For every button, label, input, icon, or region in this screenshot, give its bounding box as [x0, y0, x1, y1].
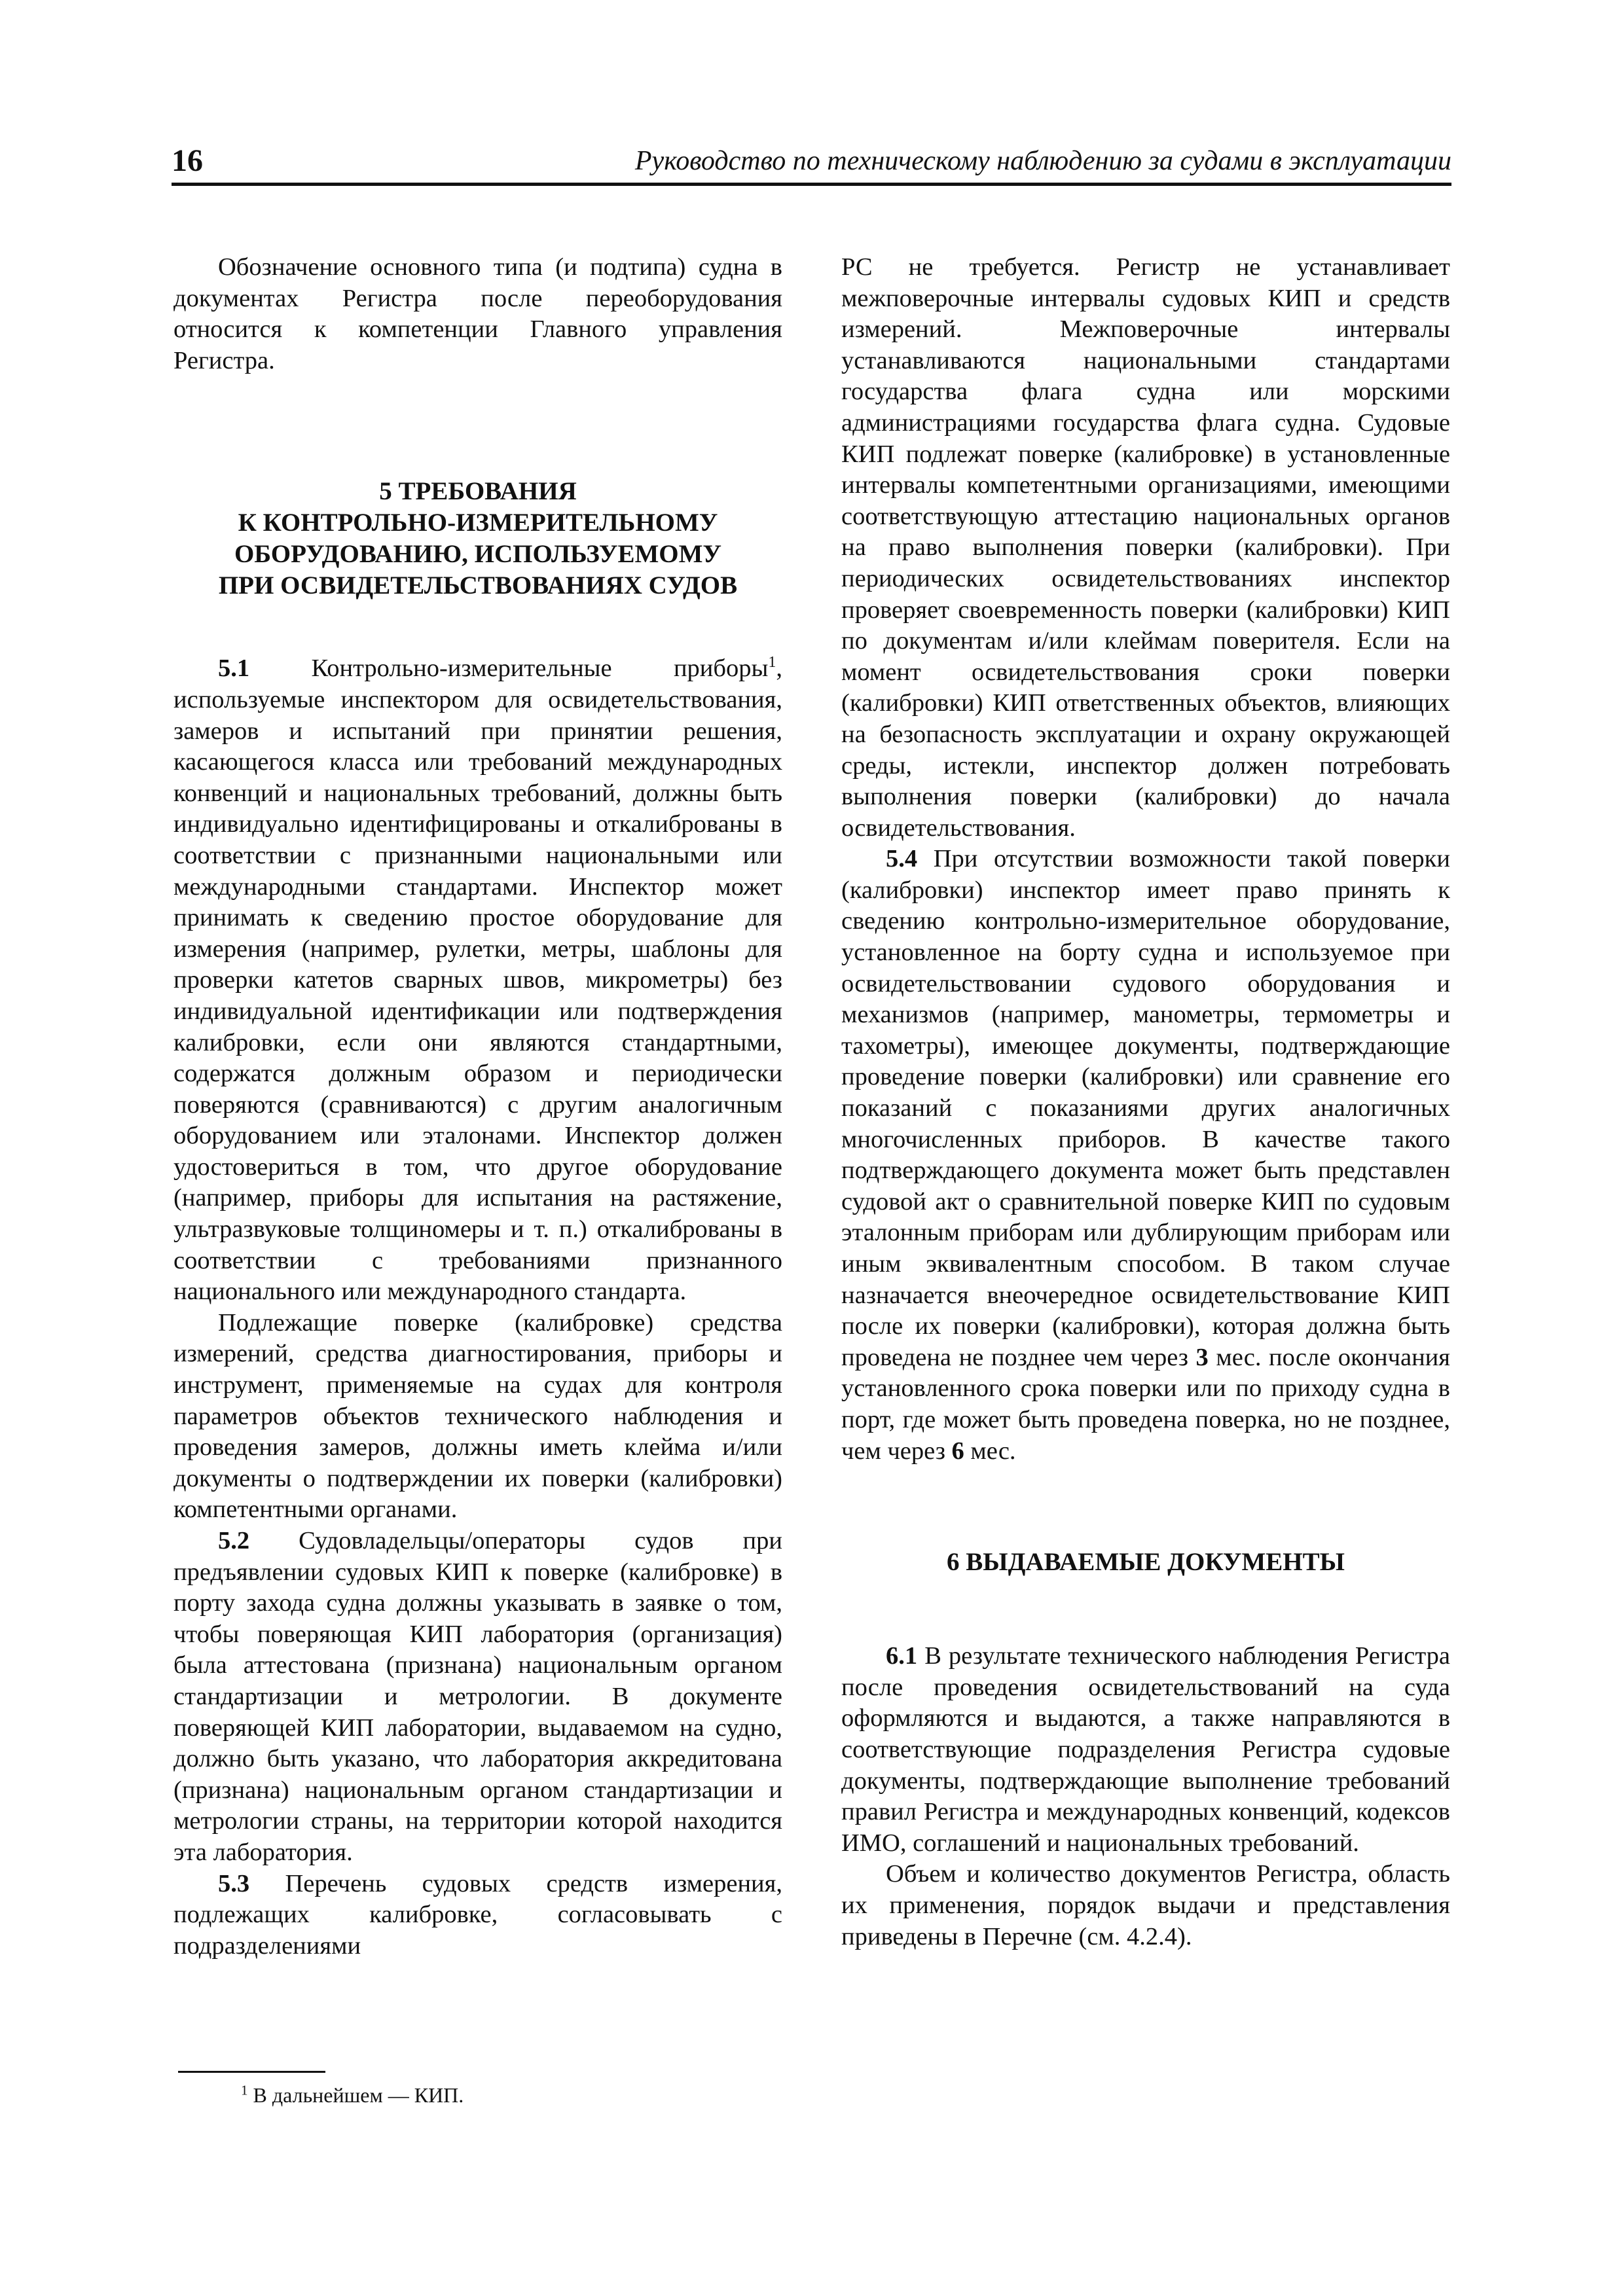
- paragraph-5-4: [841, 844, 1450, 1467]
- section-5-title-line: 5 ТРЕБОВАНИЯ: [379, 477, 577, 506]
- paragraph-text: В результате технического наблюдения Регистра после проведения освидетельствований на суда оформляются и выдаются, а также направляются в соответствующие подразделения Регистра судовые документы, подтверждающие выполнение требований правил Регистра и международных конвенций, кодексов ИМО, соглашений и национальных требований.: [841, 1642, 1450, 1857]
- header-rule: [172, 183, 1451, 186]
- paragraph-lead: Контрольно-измерительные приборы: [249, 655, 769, 683]
- paragraph-5-3: [173, 1869, 782, 1962]
- footnote: [241, 2083, 464, 2108]
- paragraph-text: , используемые инспектором для освидетельствования, замеров и испытаний при принятии решения, касающегося класса или требований международных конвенций и национальных требований, должны быть индивидуально идентифицированы и откалиброваны в соответствии с признанными национальными или международными стандартами. Инспектор может принимать к сведению простое оборудование для измерения (например, рулетки, метры, шаблоны для проверки катетов сварных швов, микрометры) без индивидуальной идентификации или подтверждения калибровки, если они являются стандартными, содержатся должным образом и периодически поверяются (сравниваются) с другим аналогичным оборудованием или эталонами. Инспектор должен удостовериться в том, что другое оборудование (например, приборы для испытания на растяжение, ультразвуковые толщиномеры и т. п.) откалиброваны в соответствии с требованиями признанного национального или международного стандарта.: [173, 655, 782, 1306]
- footnote-ref: 1: [768, 654, 776, 672]
- section-5-title: [173, 476, 782, 601]
- clause-number: 5.3: [218, 1869, 250, 1897]
- left-column: [173, 252, 782, 1962]
- right-column: [841, 252, 1450, 1952]
- section-5-title-line: К КОНТРОЛЬНО-ИЗМЕРИТЕЛЬНОМУ: [238, 509, 718, 537]
- paragraph-text: При отсутствии возможности такой поверки (калибровки) инспектор имеет право принять к сведению контрольно-измерительное оборудование, установленное на борту судна и используемое при освидетельствовании судового оборудования и механизмов (например, манометры, термометры и тахометры), имеющее документы, подтверждающие проведение поверки (калибровки) или сравнение его показаний с показаниями других аналогичных многочисленных приборов. В качестве такого подтверждающего документа может быть представлен судовой акт о сравнительной поверке КИП по судовым эталонным приборам или дублирующим приборам или иным эквивалентным способом. В таком случае назначается внеочередное освидетельствование КИП после их поверки (калибровки), которая должна быть проведена не позднее чем через: [841, 845, 1450, 1371]
- page-number: 16: [172, 143, 203, 178]
- footnote-text: В дальнейшем — КИП.: [247, 2083, 464, 2107]
- section-5-title-line: ПРИ ОСВИДЕТЕЛЬСТВОВАНИЯХ СУДОВ: [218, 571, 738, 600]
- paragraph-5-1: [173, 653, 782, 1307]
- bold-value: 3: [1195, 1343, 1209, 1371]
- bold-value: 6: [951, 1437, 964, 1465]
- paragraph-5-2: [173, 1526, 782, 1869]
- paragraph-5-3-cont: РС не требуется. Регистр не устанавливает межповерочные интервалы судовых КИП и средств измерений. Межповерочные интервалы устанавливаются национальными стандартами государства флага судна или морскими администрациями государства флага судна. Судовые КИП подлежат поверке (калибровке) в установленные интервалы компетентными организациями, имеющими соответствующую аттестацию национальных органов на право выполнения поверки (калибровки). При периодических освидетельствованиях инспектор проверяет своевременность поверки (калибровки) КИП по документам и/или клеймам поверителя. Если на момент освидетельствования сроки поверки (калибровки) КИП ответственных объектов, влияющих на безопасность эксплуатации и охрану окружающей среды, истекли, инспектор должен потребовать выполнения поверки (калибровки) до начала освидетельствования.: [841, 253, 1450, 842]
- clause-number: 5.4: [886, 845, 918, 873]
- running-title: Руководство по техническому наблюдению за судами в эксплуатации: [634, 146, 1451, 176]
- clause-number: 6.1: [886, 1642, 918, 1670]
- paragraph-6-1: [841, 1641, 1450, 1859]
- footnote-rule: [178, 2071, 325, 2073]
- clause-number: 5.1: [218, 655, 250, 683]
- clause-number: 5.2: [218, 1527, 250, 1554]
- section-5-title-line: ОБОРУДОВАНИЮ, ИСПОЛЬЗУЕМОМУ: [234, 540, 722, 569]
- paragraph-text: мес.: [964, 1437, 1016, 1465]
- paragraph-text: Судовладельцы/операторы судов при предъявлении судовых КИП к поверке (калибровке) в порту захода судна должны указывать в заявке о том, чтобы поверяющая КИП лаборатория (организация) была аттестована (признана) национальным органом стандартизации и метрологии. В документе поверяющей КИП лаборатории, выдаваемом на судно, должно быть указано, что лаборатория аккредитована (признана) национальным органом стандартизации и метрологии страны, на территории которой находится эта лаборатория.: [173, 1527, 782, 1866]
- paragraph-text: Перечень судовых средств измерения, подлежащих калибровке, согласовывать с подразделениями: [173, 1869, 782, 1960]
- intro-paragraph: Обозначение основного типа (и подтипа) судна в документах Регистра после переоборудования относится к компетенции Главного управления Регистра.: [173, 253, 782, 374]
- section-6-title: 6 ВЫДАВАЕМЫЕ ДОКУМЕНТЫ: [947, 1548, 1345, 1577]
- footnote-mark: 1: [241, 2082, 248, 2098]
- paragraph-5-1-cont: Подлежащие поверке (калибровке) средства измерений, средства диагностирования, приборы и инструмент, применяемые на судах для контроля параметров объектов технического наблюдения и проведения замеров, должны иметь клейма и/или документы о подтверждении их поверки (калибровки) компетентными органами.: [173, 1308, 782, 1524]
- paragraph-6-1-cont: Объем и количество документов Регистра, область их применения, порядок выдачи и представления приведены в Перечне (см. 4.2.4).: [841, 1860, 1450, 1950]
- paragraph-text: мес. после окончания установленного срока поверки или по приходу судна в порт, где может быть проведена поверка, но не позднее, чем через: [841, 1343, 1450, 1465]
